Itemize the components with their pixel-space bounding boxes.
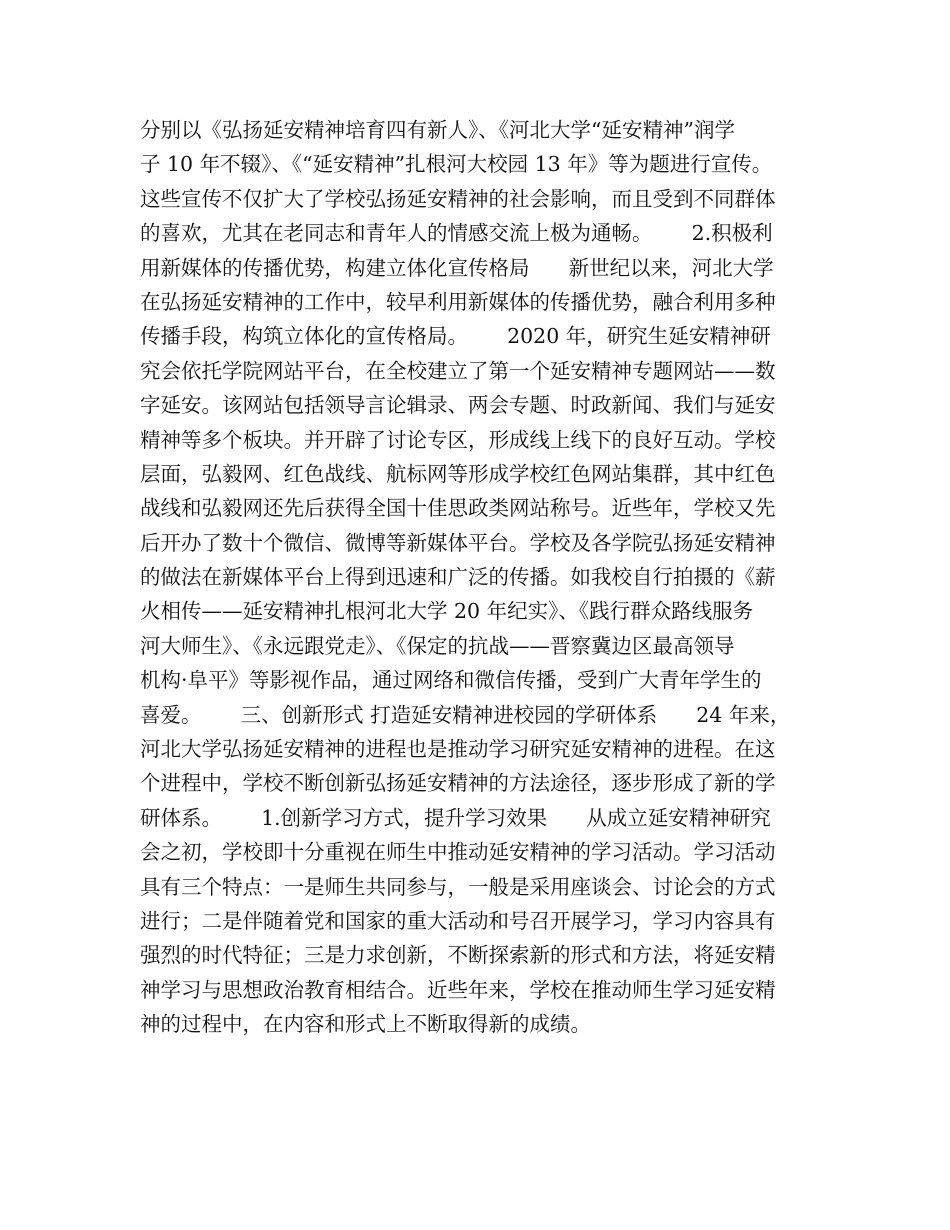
text-line: 河北大学弘扬延安精神的进程也是推动学习研究延安精神的进程。在这: [140, 737, 776, 762]
text-line: 神的过程中，在内容和形式上不断取得新的成绩。: [140, 1012, 591, 1037]
text-line: 子 10 年不辍》、《“延安精神”扎根河大校园 13 年》等为题进行宣传。: [140, 152, 773, 177]
text-line: 在弘扬延安精神的工作中，较早利用新媒体的传播优势，融合利用多种: [140, 289, 776, 314]
text-line: 个进程中，学校不断创新弘扬延安精神的方法途径，逐步形成了新的学: [140, 771, 776, 796]
text-line: 喜爱。 三、创新形式 打造延安精神进校园的学研体系 24 年来，: [140, 702, 791, 727]
text-line: 究会依托学院网站平台，在全校建立了第一个延安精神专题网站——数: [140, 358, 776, 383]
text-line: 进行；二是伴随着党和国家的重大活动和号召开展学习，学习内容具有: [140, 908, 776, 933]
body-text: [140, 113, 830, 1042]
text-line: 具有三个特点：一是师生共同参与，一般是采用座谈会、讨论会的方式: [140, 874, 776, 899]
text-line: 的喜欢，尤其在老同志和青年人的情感交流上极为通畅。 2.积极利: [140, 221, 773, 246]
text-line: 层面，弘毅网、红色战线、航标网等形成学校红色网站集群，其中红色: [140, 461, 776, 486]
text-line: 强烈的时代特征；三是力求创新，不断探索新的形式和方法，将延安精: [140, 943, 776, 968]
text-line: 精神等多个板块。并开辟了讨论专区，形成线上线下的良好互动。学校: [140, 427, 776, 452]
text-line: 传播手段，构筑立体化的宣传格局。 2020 年，研究生延安精神研: [140, 324, 771, 349]
text-line: 研体系。 1.创新学习方式，提升学习效果 从成立延安精神研究: [140, 805, 771, 830]
text-line: 战线和弘毅网还先后获得全国十佳思政类网站称号。近些年，学校又先: [140, 496, 776, 521]
text-line: 火相传——延安精神扎根河北大学 20 年纪实》、《践行群众路线服务: [140, 599, 754, 624]
text-line: 河大师生》、《永远跟党走》、《保定的抗战——晋察冀边区最高领导: [140, 633, 735, 658]
text-line: 后开办了数十个微信、微博等新媒体平台。学校及各学院弘扬延安精神: [140, 530, 776, 555]
text-line: 分别以《弘扬延安精神培育四有新人》、《河北大学“延安精神”润学: [140, 118, 735, 142]
text-line: 用新媒体的传播优势，构建立体化宣传格局 新世纪以来，河北大学: [140, 255, 774, 280]
text-line: 字延安。该网站包括领导言论辑录、两会专题、时政新闻、我们与延安: [140, 393, 776, 418]
text-line: 这些宣传不仅扩大了学校弘扬延安精神的社会影响，而且受到不同群体: [140, 186, 776, 211]
text-line: 机构·阜平》等影视作品，通过网络和微信传播，受到广大青年学生的: [140, 668, 762, 693]
text-line: 神学习与思想政治教育相结合。近些年来，学校在推动师生学习延安精: [140, 977, 776, 1002]
text-line: 的做法在新媒体平台上得到迅速和广泛的传播。如我校自行拍摄的《薪: [140, 565, 776, 590]
text-line: 会之初，学校即十分重视在师生中推动延安精神的学习活动。学习活动: [140, 840, 776, 865]
